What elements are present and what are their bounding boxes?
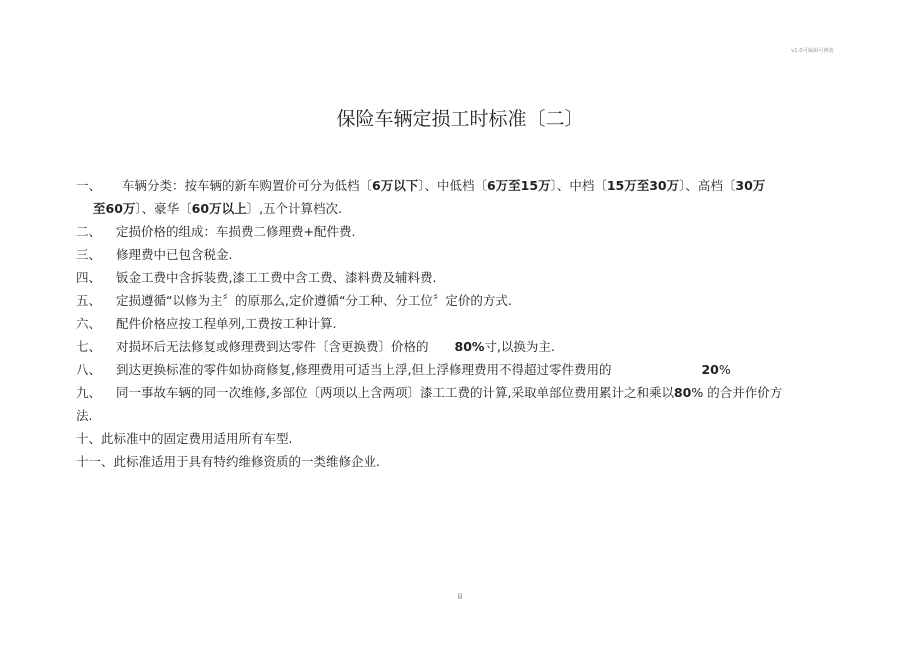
item-text: 修理费中已包含税金.	[116, 247, 233, 262]
item-number: 八、	[76, 362, 102, 377]
list-item-3	[76, 243, 846, 266]
list-item-2	[76, 220, 846, 243]
item-number: 四、	[76, 270, 102, 285]
item-text: 十一、此标准适用于具有特约维修资质的一类维修企业.	[76, 454, 380, 469]
item-text: 到达更换标准的零件如协商修复,修理费用可适当上浮,但上浮修理费用不得超过零件费用的	[116, 362, 612, 377]
item-text: %	[718, 362, 731, 377]
item-number: 一、	[76, 178, 102, 193]
item-text: 配件价格应按工程单列,工费按工种计算.	[116, 316, 337, 331]
item-text: 同一事故车辆的同一次维修,多部位〔两项以上含两项〕漆工工费的计算,采取单部位费用累计之和乘以	[116, 385, 674, 400]
item-number: 六、	[76, 316, 102, 331]
item-number: 七、	[76, 339, 102, 354]
item-text: 定损价格的组成：车损费二修理费+配件费.	[116, 224, 356, 239]
item-number: 九、	[76, 385, 102, 400]
item-text: 〕,五个计算档次.	[246, 201, 343, 216]
list-item-7	[76, 335, 846, 358]
list-item-11	[76, 450, 846, 473]
item-text: 〕、高档〔	[679, 178, 736, 193]
item-text-bold: 15万至30万	[606, 178, 680, 193]
item-text: 〕、中档〔	[550, 178, 607, 193]
item-text-bold: 30万	[735, 178, 766, 193]
item-text: 〕、中低档〔	[418, 178, 487, 193]
item-text-bold: 至60万	[93, 201, 136, 216]
item-text-bold: 80%	[454, 339, 485, 354]
list-item-4	[76, 266, 846, 289]
page-number: ii	[457, 592, 463, 601]
item-text: 寸,以换为主.	[484, 339, 555, 354]
list-item-10	[76, 427, 846, 450]
item-text-bold: 60万以上	[191, 201, 247, 216]
standards-list	[76, 174, 846, 473]
list-item-9-continued	[76, 404, 846, 427]
item-number: 五、	[76, 293, 102, 308]
item-text: 定损遵循“以修为主〞的原那么,定价遵循“分工种、分工位〞定价的方式.	[116, 293, 512, 308]
list-item-9	[76, 381, 846, 404]
list-item-5	[76, 289, 846, 312]
item-text-bold: 20	[701, 362, 719, 377]
item-text-bold: 80	[673, 385, 692, 400]
list-item-8	[76, 358, 846, 381]
item-text: 法.	[76, 408, 93, 423]
item-text: % 的合并作价方	[691, 385, 783, 400]
list-item-1	[76, 174, 846, 197]
item-number: 三、	[76, 247, 102, 262]
item-text: 十、此标准中的固定费用适用所有车型.	[76, 431, 293, 446]
item-text: 钣金工费中含拆装费,漆工工费中含工费、漆料费及辅料费.	[116, 270, 437, 285]
item-text: 车辆分类：按车辆的新车购置价可分为低档〔	[122, 178, 373, 193]
item-text-bold: 6万至15万	[486, 178, 551, 193]
corner-note: v1.0可编辑可修改	[791, 48, 834, 54]
item-number: 二、	[76, 224, 102, 239]
page-title: 保险车辆定损工时标准〔二〕	[336, 108, 584, 130]
item-text: 对损坏后无法修复或修理费到达零件〔含更换费〕价格的	[116, 339, 429, 354]
item-text-bold: 6万以下	[372, 178, 419, 193]
list-item-1-continued	[76, 197, 846, 220]
list-item-6	[76, 312, 846, 335]
item-text: 〕、豪华〔	[135, 201, 192, 216]
